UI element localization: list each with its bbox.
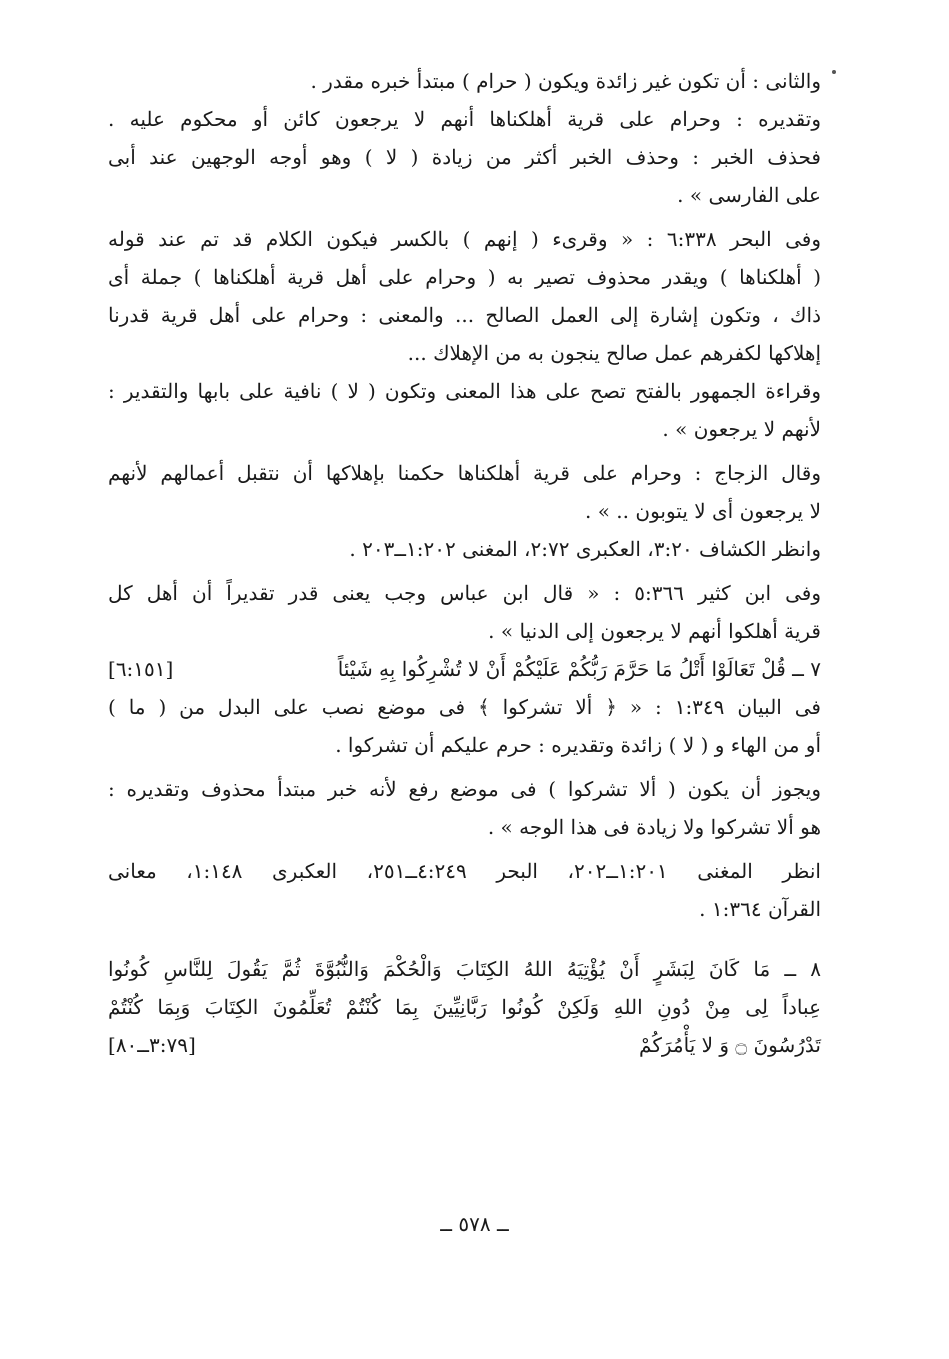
text-line: ويجوز أن يكون ( ألا تشركوا ) فى موضع رفع لأنه خبر مبتدأ محذوف وتقديره : [108, 777, 821, 801]
verse-7-reference: [٦:١٥١] [108, 657, 174, 681]
text-line: فحذف الخبر : وحذف الخبر أكثر من زيادة ( لا ) وهو أوجه الوجهين عند أبى [108, 145, 821, 169]
verse-8-reference: [٣:٧٩ــ٨٠] [108, 1033, 196, 1057]
margin-dot [832, 70, 836, 74]
text-line: فى البيان ١:٣٤٩ : « ﴿ ألا تشركوا ﴾ فى موضع نصب على البدل من ( ما ) [108, 695, 821, 719]
page-body [108, 62, 821, 1064]
text-line: لا يرجعون أى لا يتوبون .. » . [585, 499, 821, 523]
text-line: وفى البحر ٦:٣٣٨ : « وقرىء ( إنهم ) بالكسر فيكون الكلام قد تم عند قوله [108, 227, 821, 251]
verse-7-text: ٧ ــ قُلْ تَعَالَوْا أَتْلُ مَا حَرَّمَ رَبُّكُمْ عَلَيْكُمْ أَنْ لا تُشْرِكُوا بِهِ شَيْئاً [337, 657, 821, 681]
text-line: إهلاكها لكفرهم عمل صالح ينجون به من الإهلاك ... [407, 341, 821, 365]
verse-7-row [108, 650, 821, 688]
text-line: والثانى : أن تكون غير زائدة ويكون ( حرام ) مبتدأ خبره مقدر . [310, 69, 821, 93]
verse-8-line: ٨ ــ مَا كَانَ لِبَشَرٍ أَنْ يُؤْتِيَهُ اللهُ الكِتَابَ وَالْحُكْمَ وَالنُّبُوَّةَ ثُمَّ يَقُولَ لِلنَّاسِ كُونُوا [108, 957, 821, 981]
text-line: على الفارسى » . [677, 183, 821, 207]
text-line: وقال الزجاج : وحرام على قرية أهلكناها حكمنا بإهلاكها أن نتقبل أعمالهم لأنهم [108, 461, 821, 485]
verse-8-line: عِباداً لِى مِنْ دُونِ اللهِ وَلَكِنْ كُونُوا رَبَّانِيِّينَ بِمَا كُنْتُمْ تُعَلِّمُونَ الكِتَابَ وَبِمَا كُنْتُمْ [108, 995, 821, 1019]
text-line: وفى ابن كثير ٥:٣٦٦ : « قال ابن عباس وجب يعنى قدر تقديراً أن أهل كل [108, 581, 822, 605]
verse-8-last-row [108, 1026, 821, 1064]
text-line: أو من الهاء و ( لا ) زائدة وتقديره : حرم عليكم أن تشركوا . [335, 733, 821, 757]
text-line: قرية أهلكوا أنهم لا يرجعون إلى الدنيا » . [488, 619, 821, 643]
text-line: لأنهم لا يرجعون » . [662, 417, 821, 441]
text-line: ( أهلكناها ) ويقدر محذوف تصير به ( وحرام على أهل قرية أهلكناها ) جملة أى [108, 265, 822, 289]
text-line: هو ألا تشركوا ولا زيادة فى هذا الوجه » . [487, 815, 821, 839]
text-line: وتقديره : وحرام على قرية أهلكناها أنهم لا يرجعون كائن أو محكوم عليه . [108, 107, 821, 131]
page-number: ــ ٥٧٨ ــ [440, 1212, 509, 1236]
verse-8-text: تَدْرُسُونَ ۝ وَ لا يَأْمُرَكُمْ [639, 1033, 821, 1057]
text-line: انظر المغنى ١:٢٠١ــ٢٠٢، البحر ٤:٢٤٩ــ٢٥١، العكبرى ١:١٤٨، معانى [108, 859, 821, 883]
text-line: القرآن ١:٣٦٤ . [699, 897, 821, 921]
text-line: ذاك ، وتكون إشارة إلى العمل الصالح ... والمعنى : وحرام على أهل قرية قدرنا [108, 303, 821, 327]
text-line: وانظر الكشاف ٣:٢٠، العكبرى ٢:٧٢، المغنى ١:٢٠٢ــ٢٠٣ . [349, 537, 821, 561]
text-line: وقراءة الجمهور بالفتح تصح على هذا المعنى وتكون ( لا ) نافية على بابها والتقدير : [108, 379, 821, 403]
